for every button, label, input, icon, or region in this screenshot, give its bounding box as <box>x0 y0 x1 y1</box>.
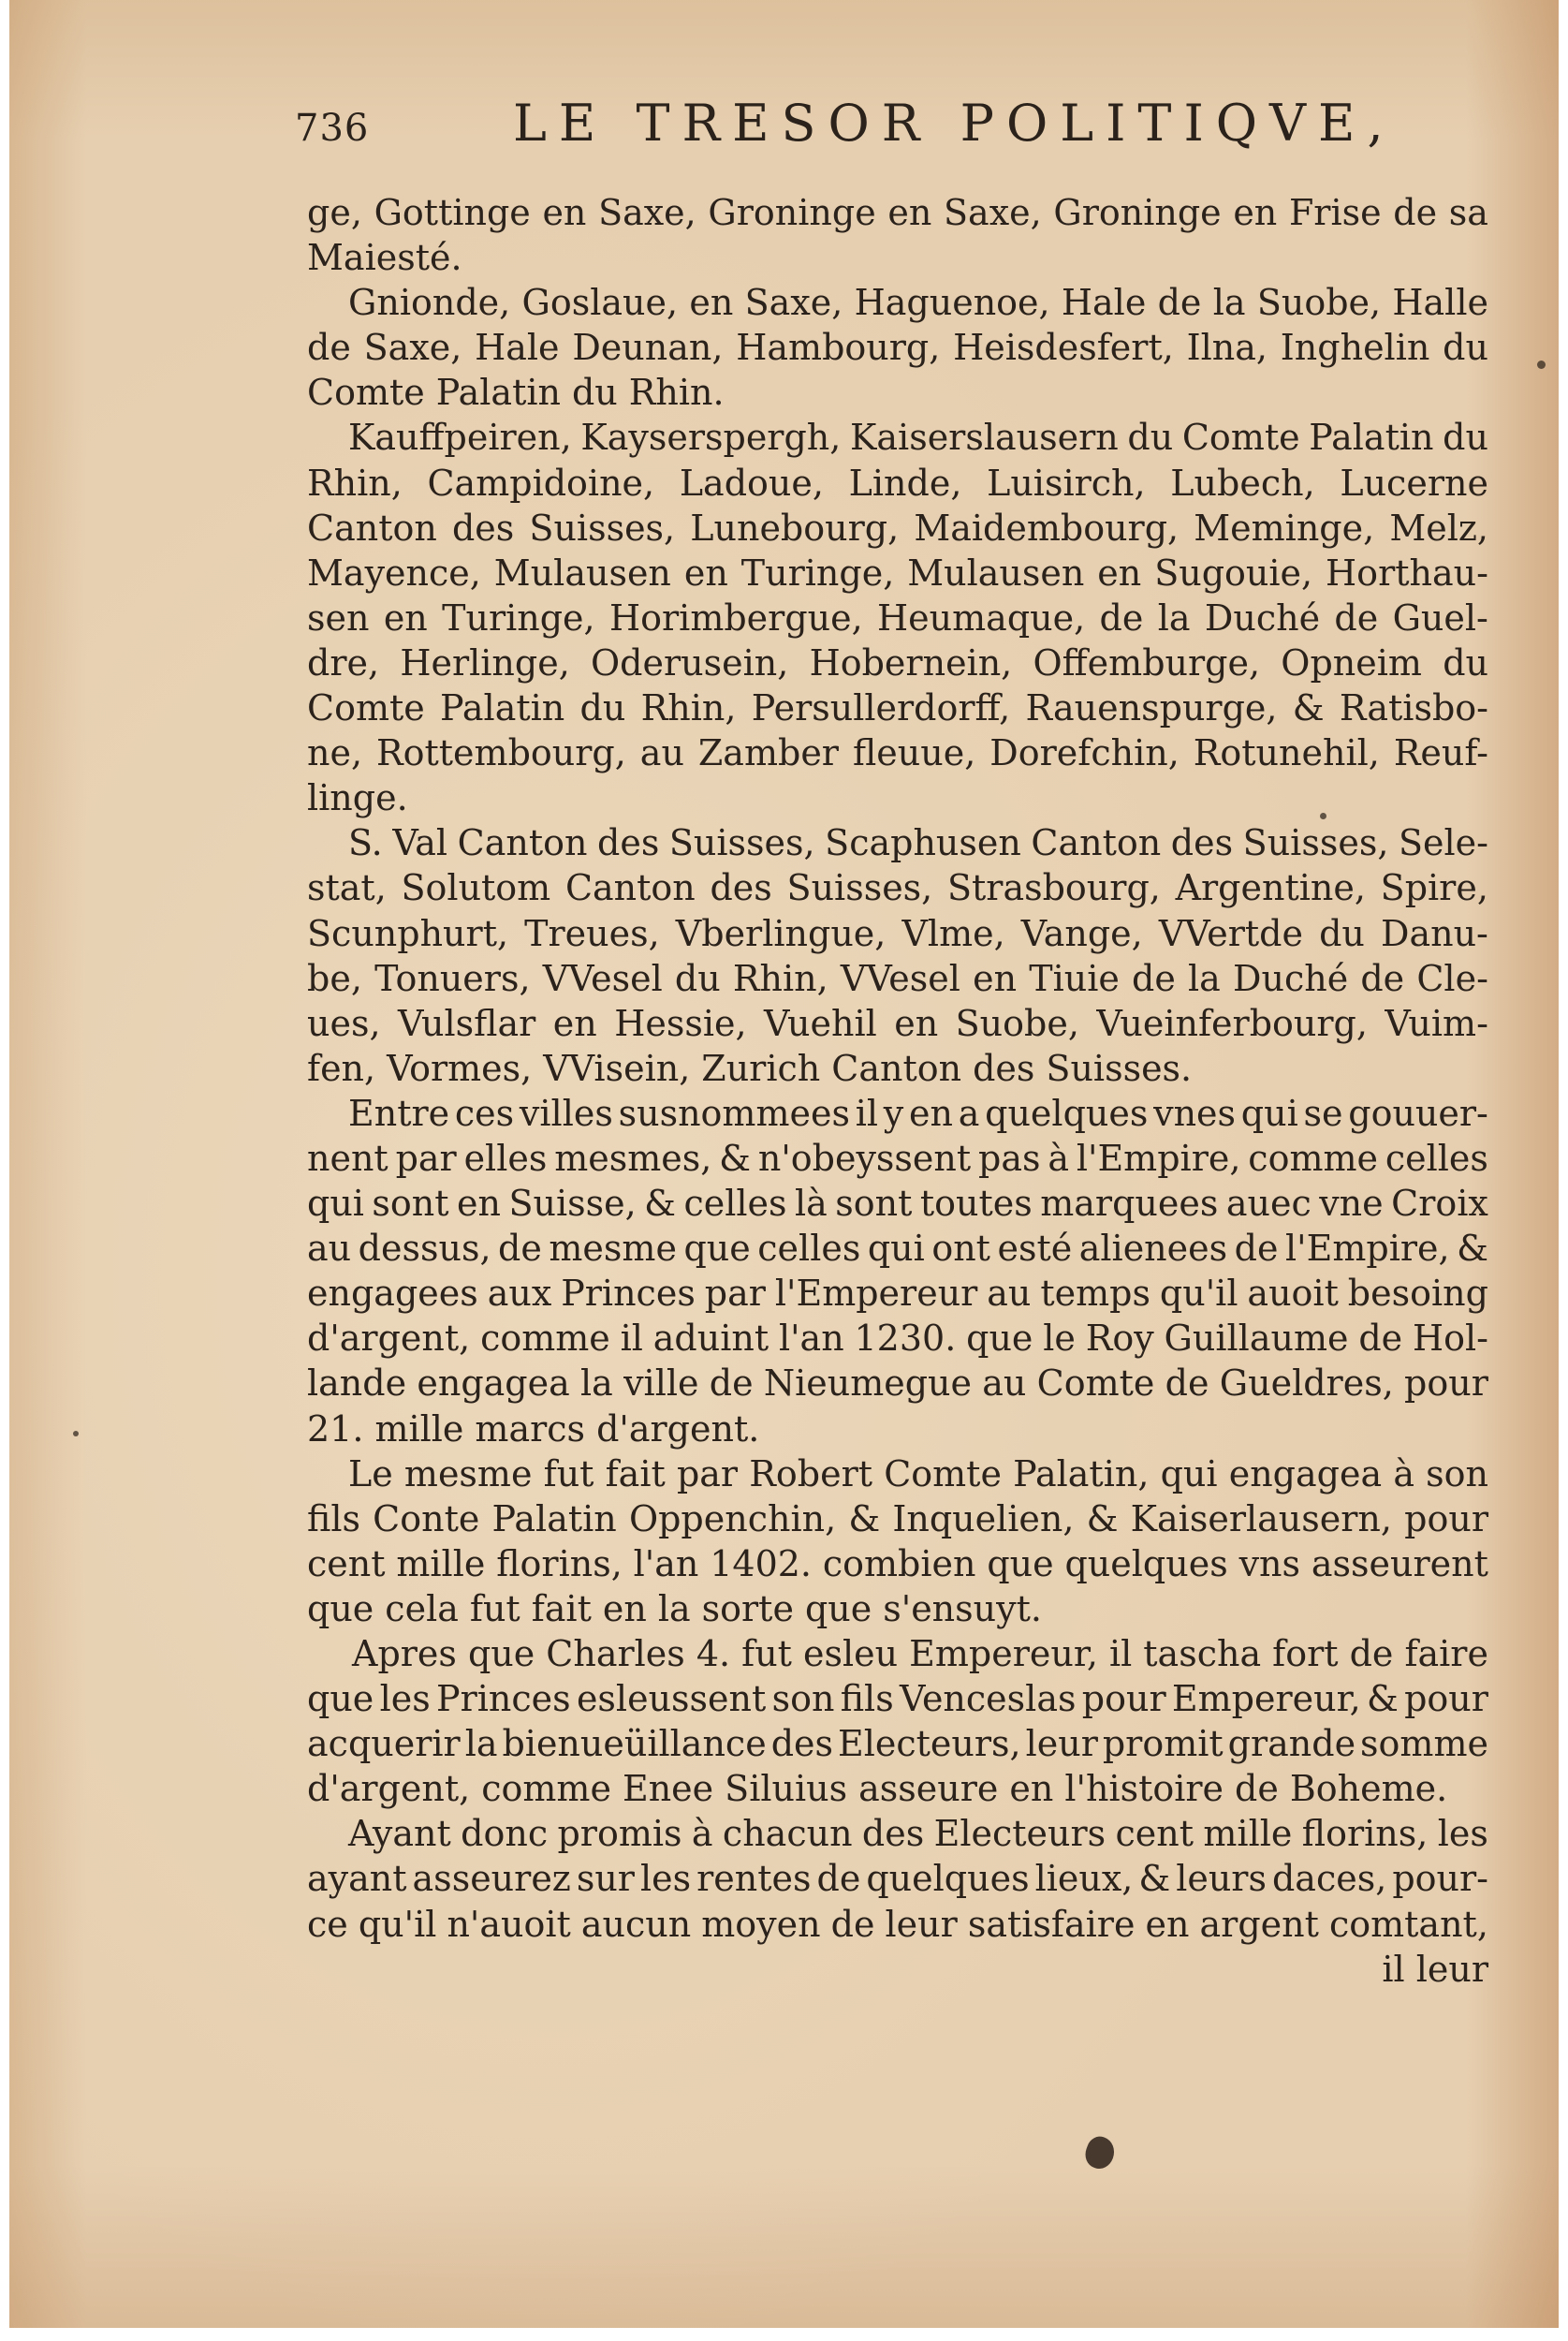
text-line: ge, Gottinge en Saxe, Groninge en Saxe, Groninge en Frise de sa <box>307 192 1488 233</box>
text-line: fils Conte Palatin Oppenchin, & Inquelien, & Kaiserlausern, pour <box>307 1497 1488 1539</box>
page-number: 736 <box>295 107 370 150</box>
paragraph-start-line: Gnionde, Goslaue, en Saxe, Haguenoe, Hale de la Suobe, Halle <box>348 282 1488 324</box>
text-line: stat, Solutom Canton des Suisses, Strasbourg, Argentine, Spire, <box>307 867 1488 909</box>
text-line: cent mille florins, l'an 1402. combien que quelques vns asseurent <box>307 1542 1488 1584</box>
text-line: ues, Vulsflar en Hessie, Vuehil en Suobe, Vueinferbourg, Vuim- <box>307 1002 1488 1044</box>
ink-speck <box>1537 361 1546 369</box>
text-line: sen en Turinge, Horimbergue, Heumaque, de la Duché de Guel- <box>307 596 1488 639</box>
paragraph-start-line: Kauffpeiren, Kayserspergh, Kaiserslausern du Comte Palatin du <box>348 417 1488 459</box>
text-line: ne, Rottembourg, au Zamber fleuue, Dorefchin, Rotunehil, Reuf- <box>307 732 1488 774</box>
book-page <box>9 0 1559 2328</box>
text-line: acquerir la bienueüillance des Electeurs, leur promit grande somme <box>307 1723 1488 1765</box>
paragraph-start-line: Le mesme fut fait par Robert Comte Palatin, qui engagea à son <box>348 1452 1488 1494</box>
text-line: Rhin, Campidoine, Ladoue, Linde, Luisirch, Lubech, Lucerne <box>307 462 1488 504</box>
text-line: dre, Herlinge, Oderusein, Hobernein, Offemburge, Opneim du <box>307 641 1488 684</box>
page-header <box>9 94 1559 169</box>
text-line: be, Tonuers, VVesel du Rhin, VVesel en Tiuie de la Duché de Cle- <box>307 957 1488 999</box>
text-line: ayant asseurez sur les rentes de quelques lieux, & leurs daces, pour- <box>307 1858 1488 1900</box>
text-line: engagees aux Princes par l'Empereur au temps qu'il auoit besoing <box>307 1273 1488 1315</box>
text-line: Canton des Suisses, Lunebourg, Maidembourg, Meminge, Melz, <box>307 507 1488 549</box>
ink-speck <box>1320 813 1326 819</box>
text-line: qui sont en Suisse, & celles là sont toutes marquees auec vne Croix <box>307 1183 1488 1225</box>
text-line: Maiesté. <box>307 237 462 279</box>
paragraph-start-line: Ayant donc promis à chacun des Electeurs cent mille florins, les <box>348 1813 1488 1855</box>
text-line: fen, Vormes, VVisein, Zurich Canton des Suisses. <box>307 1047 1193 1089</box>
text-line: de Saxe, Hale Deunan, Hambourg, Heisdesfert, Ilna, Inghelin du <box>307 327 1488 369</box>
text-line: d'argent, comme il aduint l'an 1230. que le Roy Guillaume de Hol- <box>307 1318 1488 1360</box>
catchword: il leur <box>1382 1948 1488 1990</box>
text-line: Mayence, Mulausen en Turinge, Mulausen en Sugouie, Horthau- <box>307 552 1488 594</box>
ink-blot-ornament <box>1081 2133 1119 2172</box>
text-line: Comte Palatin du Rhin. <box>307 372 725 414</box>
paragraph-start-line: Apres que Charles 4. fut esleu Empereur, il tascha fort de faire <box>352 1633 1488 1674</box>
text-line: linge. <box>307 777 408 819</box>
text-line: que cela fut fait en la sorte que s'ensuyt. <box>307 1587 1042 1629</box>
paragraph-start-line: S. Val Canton des Suisses, Scaphusen Canton des Suisses, Sele- <box>348 822 1488 864</box>
text-line: 21. mille marcs d'argent. <box>307 1407 760 1450</box>
text-line: lande engagea la ville de Nieumegue au Comte de Gueldres, pour <box>307 1362 1488 1405</box>
text-line: Scunphurt, Treues, Vberlingue, Vlme, Vange, VVertde du Danu- <box>307 912 1488 954</box>
text-line: que les Princes esleussent son fils Venceslas pour Empereur, & pour <box>307 1678 1488 1720</box>
paragraph-start-line: Entre ces villes susnommees il y en a quelques vnes qui se gouuer- <box>348 1092 1488 1134</box>
text-line: nent par elles mesmes, & n'obeyssent pas à l'Empire, comme celles <box>307 1137 1488 1179</box>
text-line: au dessus, de mesme que celles qui ont esté alienees de l'Empire, & <box>307 1228 1488 1270</box>
text-line: ce qu'il n'auoit aucun moyen de leur satisfaire en argent comtant, <box>307 1903 1488 1945</box>
ink-speck <box>73 1431 79 1436</box>
body-text <box>307 190 1488 1992</box>
text-line: Comte Palatin du Rhin, Persullerdorff, Rauenspurge, & Ratisbo- <box>307 687 1488 729</box>
text-line: d'argent, comme Enee Siluius asseure en l'histoire de Boheme. <box>307 1768 1448 1810</box>
running-title: LE TRESOR POLITIQVE, <box>513 94 1396 153</box>
